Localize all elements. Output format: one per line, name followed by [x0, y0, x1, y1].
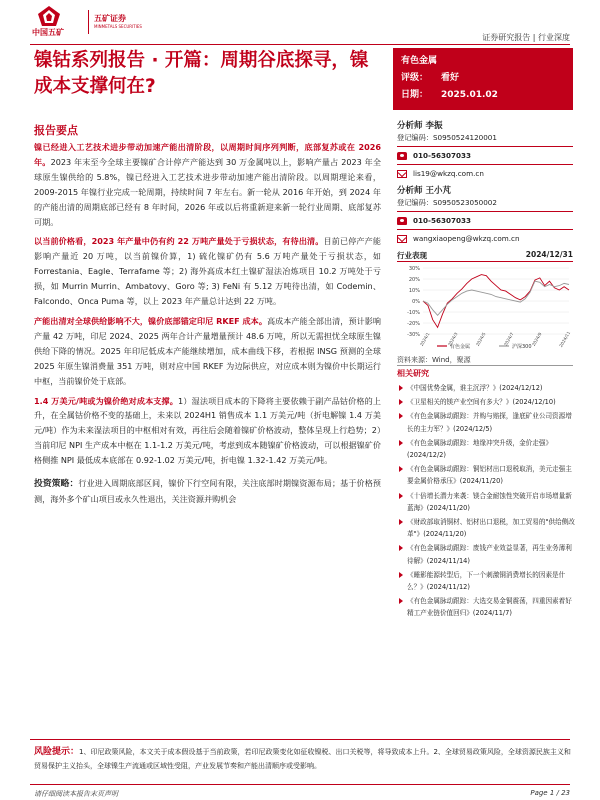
risk-divider — [30, 739, 570, 740]
chart-legend-label: 有色金属 — [450, 344, 471, 350]
chart-x-tick-label: 2024/11 — [558, 330, 572, 349]
industry-performance-chart — [397, 248, 573, 352]
chart-title: 行业表现 — [397, 251, 427, 260]
paragraph-highlight: 以当前价格看，2023 年产量中仍有约 22 万吨产量处于亏损状态，有待出清。 — [34, 236, 324, 247]
company-logo — [30, 6, 142, 37]
paragraph — [34, 140, 381, 229]
chart-divider — [397, 365, 573, 366]
analyst-divider — [397, 164, 573, 165]
chart-y-tick-label: 0% — [412, 299, 420, 305]
chart-plot — [397, 264, 573, 352]
date-label: 日期： — [401, 90, 429, 100]
chart-legend-label: 沪深300 — [512, 344, 532, 350]
report-type: 证券研究报告 | 行业深度 — [482, 33, 570, 42]
analyst-email[interactable]: wangxiaopeng@wkzq.com.cn — [413, 233, 520, 243]
analyst-registration: 登记编码：S0950524120001 — [397, 132, 497, 142]
related-research-item[interactable]: 《有色金属脉动跟踪：废钱产业效益显著，再生业务薄利待解》(2024/11/14) — [397, 542, 575, 566]
analyst-email[interactable]: lis19@wkzq.com.cn — [413, 168, 484, 178]
analyst-registration: 登记编码：S0950523050002 — [397, 197, 497, 207]
industry-name: 有色金属 — [401, 56, 438, 66]
chart-source: 资料来源：Wind，聚源 — [397, 356, 471, 364]
analyst-divider — [397, 211, 573, 212]
rating-label: 评级： — [401, 73, 429, 83]
logo-divider — [88, 10, 89, 34]
analyst-divider — [397, 146, 573, 147]
chart-x-tick-label: 2024/9 — [530, 331, 543, 347]
phone-icon — [397, 217, 407, 225]
related-research-list — [397, 382, 575, 622]
analyst-panel — [397, 115, 573, 245]
paragraph-text: 1）湿法项目成本的下降将主要依赖于副产品钴价格的上升，在全属钴价格不变的基础上，未来以 2024H1 销售成本 1.1 万美元/吨（折电解镍 1.4 万美元/吨）作为未来湿法项目的中枢相对有效，再往后会随着镍矿价格波动，整体呈现上行趋势；2）当前印尼 NPI 生产成本中枢在 1.1-1.2 万美元/吨，考虑到成本随镍矿价格波动，可以根据镍矿价格侧推 NPI 最低成本底部在 0.92-1.02 万美元/吨，折电镍 1.32-1.42 万美元/吨。 — [34, 395, 381, 466]
mail-icon — [397, 235, 407, 243]
minmetals-logo-icon — [38, 6, 60, 26]
rating-value: 看好 — [441, 73, 460, 83]
date-row — [401, 87, 565, 104]
paragraph — [34, 314, 381, 389]
chart-date: 2024/12/31 — [525, 250, 573, 259]
footer-divider — [30, 784, 570, 785]
chart-y-tick-label: -10% — [407, 310, 420, 316]
analyst-name: 分析师 王小芃 — [397, 186, 451, 196]
industry-row — [401, 53, 565, 70]
header-divider — [30, 44, 570, 45]
analyst-email-row — [397, 167, 573, 180]
footer-disclaimer: 请仔细阅读本报告末页声明 — [34, 790, 118, 798]
report-title: 镍钴系列报告 · 开篇：周期谷底探寻，镍成本支撑何在? — [34, 50, 369, 97]
investment-strategy-label: 投资策略： — [34, 479, 79, 490]
paragraph — [34, 234, 381, 309]
chart-header — [397, 248, 573, 262]
logo-chinese-name: 中国五矿 — [32, 28, 64, 37]
date-value: 2025.01.02 — [441, 90, 498, 100]
related-research-item[interactable]: 《有色金属脉动跟踪：铜铝材出口退税取消，美元走强主要金属价格承压》(2024/11/20) — [397, 463, 575, 487]
analyst-card — [397, 184, 573, 245]
top-bar — [0, 0, 600, 40]
paragraph — [34, 394, 381, 469]
related-research-item[interactable]: 《中国优势金属，谁主沉浮？》(2024/12/12) — [397, 382, 575, 394]
related-research-title: 相关研究 — [397, 369, 429, 378]
chart-y-tick-label: 30% — [408, 266, 420, 272]
related-research-item[interactable]: 《有色金属脉动跟踪：地缘冲突升级，金价走强》(2024/12/2) — [397, 437, 575, 461]
investment-strategy-text: 行业进入周期底部区间，镍价下行空间有限，关注底部时期镍资源布局；基于价格预测，海外多个矿山项目或永久性退出，关注资源并购机会 — [34, 478, 381, 504]
chart-x-tick-label: 2024/1 — [418, 331, 431, 347]
chart-x-tick-label: 2024/7 — [502, 331, 515, 347]
related-research-item[interactable]: 《财政部取消铜材、铝材出口退税，加工贸易的"供给侧改革"》(2024/11/20) — [397, 516, 575, 540]
analyst-name: 分析师 李振 — [397, 121, 443, 131]
logo-securities-english: MINMETALS SECURITIES — [94, 24, 142, 29]
analyst-phone: 010-56307033 — [413, 150, 471, 160]
risk-label: 风险提示： — [34, 747, 80, 757]
paragraph-text: 2023 年末至今全球主要镍矿合计停产产能达到 30 万金属吨以上，影响产量占 2023 年全球原生镍供给的 5.8%，镍已经进入工艺技术进步带动加速产能出清阶段。以周期理论来看，2009-2015 年镍行业完成一轮周期，持续时间 7 年左右。新一轮从 2016 年开始，到 2024 年的产能出清的周期底部已经有 8 年时间，2026 年或以后将重新迎来新一轮行业周期、底部复苏可期。 — [34, 156, 381, 227]
chart-y-tick-label: -20% — [407, 321, 420, 327]
paragraph-highlight: 产能出清对全球供给影响不大，镍价底部锚定印尼 RKEF 成本。 — [34, 315, 267, 326]
chart-y-tick-label: 10% — [408, 288, 420, 294]
risk-warning — [34, 745, 574, 773]
chart-y-tick-label: -30% — [407, 332, 420, 338]
chart-y-tick-label: 20% — [408, 277, 420, 283]
logo-securities-name: 五矿证券 — [94, 14, 126, 23]
chart-series-line — [423, 281, 569, 315]
main-content — [34, 140, 381, 512]
paragraph-text: 高成本产能全部出清，预计影响产量 42 万吨，印尼 2024、2025 两年合计产量增量预计 48.6 万吨，所以无需担忧全球原生镍供给下降的情况。2025 年印尼低成本产能继续增加，成本曲线下移，若根据 INSG 预测的全球 2025 年原生镍消费量 351 万吨，则对应中国 RKEF 为边际供应，对应成本则为镍价中长期运行中枢，当前镍价处于底部。 — [34, 315, 381, 386]
paragraph-text: 目前已停产产能影响产量近 20 万吨，以当前镍价算，1) 硫化镍矿仍有 5.6 万吨产量处于亏损状态，如 Forrestania、Eagle、Terrafame 等；2) 海外高成本红土镍矿湿法冶炼项目 10.2 万吨处于亏损，如 Murrin Murrin、Ambatovy、Goro 等; 3) FeNi 有 5.12 万吨待出清，如 Codemin、Falcondo、Onca Puma 等，以上 2023 年产量总计达到 22 万吨。 — [34, 236, 381, 307]
mail-icon — [397, 170, 407, 178]
paragraph-highlight: 镍已经进入工艺技术进步带动加速产能出清阶段，以周期时间序列判断，底部复苏或在 2026 年。 — [34, 142, 381, 167]
related-research-item[interactable]: 《睡影能源转型后，下一个刺激铜消费增长的因素是什么？》(2024/11/12) — [397, 569, 575, 593]
rating-row — [401, 70, 565, 87]
chart-x-tick-label: 2024/3 — [446, 331, 459, 347]
analyst-phone: 010-56307033 — [413, 215, 471, 225]
related-research-item[interactable]: 《有色金属脉动跟踪：并购与赔探，逢底矿业公司资源增长的主力军？》(2024/12/5) — [397, 410, 575, 434]
analyst-phone-row — [397, 214, 573, 227]
rating-box — [393, 48, 573, 110]
analyst-phone-row — [397, 149, 573, 162]
risk-text: 1、印尼政策风险，本文关于成本假设基于当前政策，若印尼政策变化如征收镍税、出口关税等，将导致成本上升。2、全球贸易政策风险，全球资源民族主义和贸易保护主义抬头，全球镍生产流通或区域性受阻，产业发展节奏和产能出清顺序或受影响。 — [34, 748, 571, 770]
analyst-card — [397, 119, 573, 180]
chart-x-tick-label: 2024/5 — [474, 331, 487, 347]
related-research-item[interactable]: 《卫星相关的镁产业空间有多大？》(2024/12/10) — [397, 396, 575, 408]
related-research-item[interactable]: 《有色金属脉动跟踪：大选交易金铜震荡，四重因素着好精工产业链价值回归》(2024/11/7) — [397, 595, 575, 619]
related-research-item[interactable]: 《十倍增长潜力来袭：镁合金耐蚀性突破开启市场增量新蓝海》(2024/11/20) — [397, 490, 575, 514]
paragraph-highlight: 1.4 万美元/吨或为镍价绝对成本支撑。 — [34, 395, 179, 406]
section-title: 报告要点 — [34, 124, 78, 137]
phone-icon — [397, 152, 407, 160]
analyst-email-row — [397, 232, 573, 245]
analyst-divider — [397, 229, 573, 230]
investment-strategy — [34, 476, 381, 507]
page-number: Page 1 / 23 — [530, 789, 570, 797]
